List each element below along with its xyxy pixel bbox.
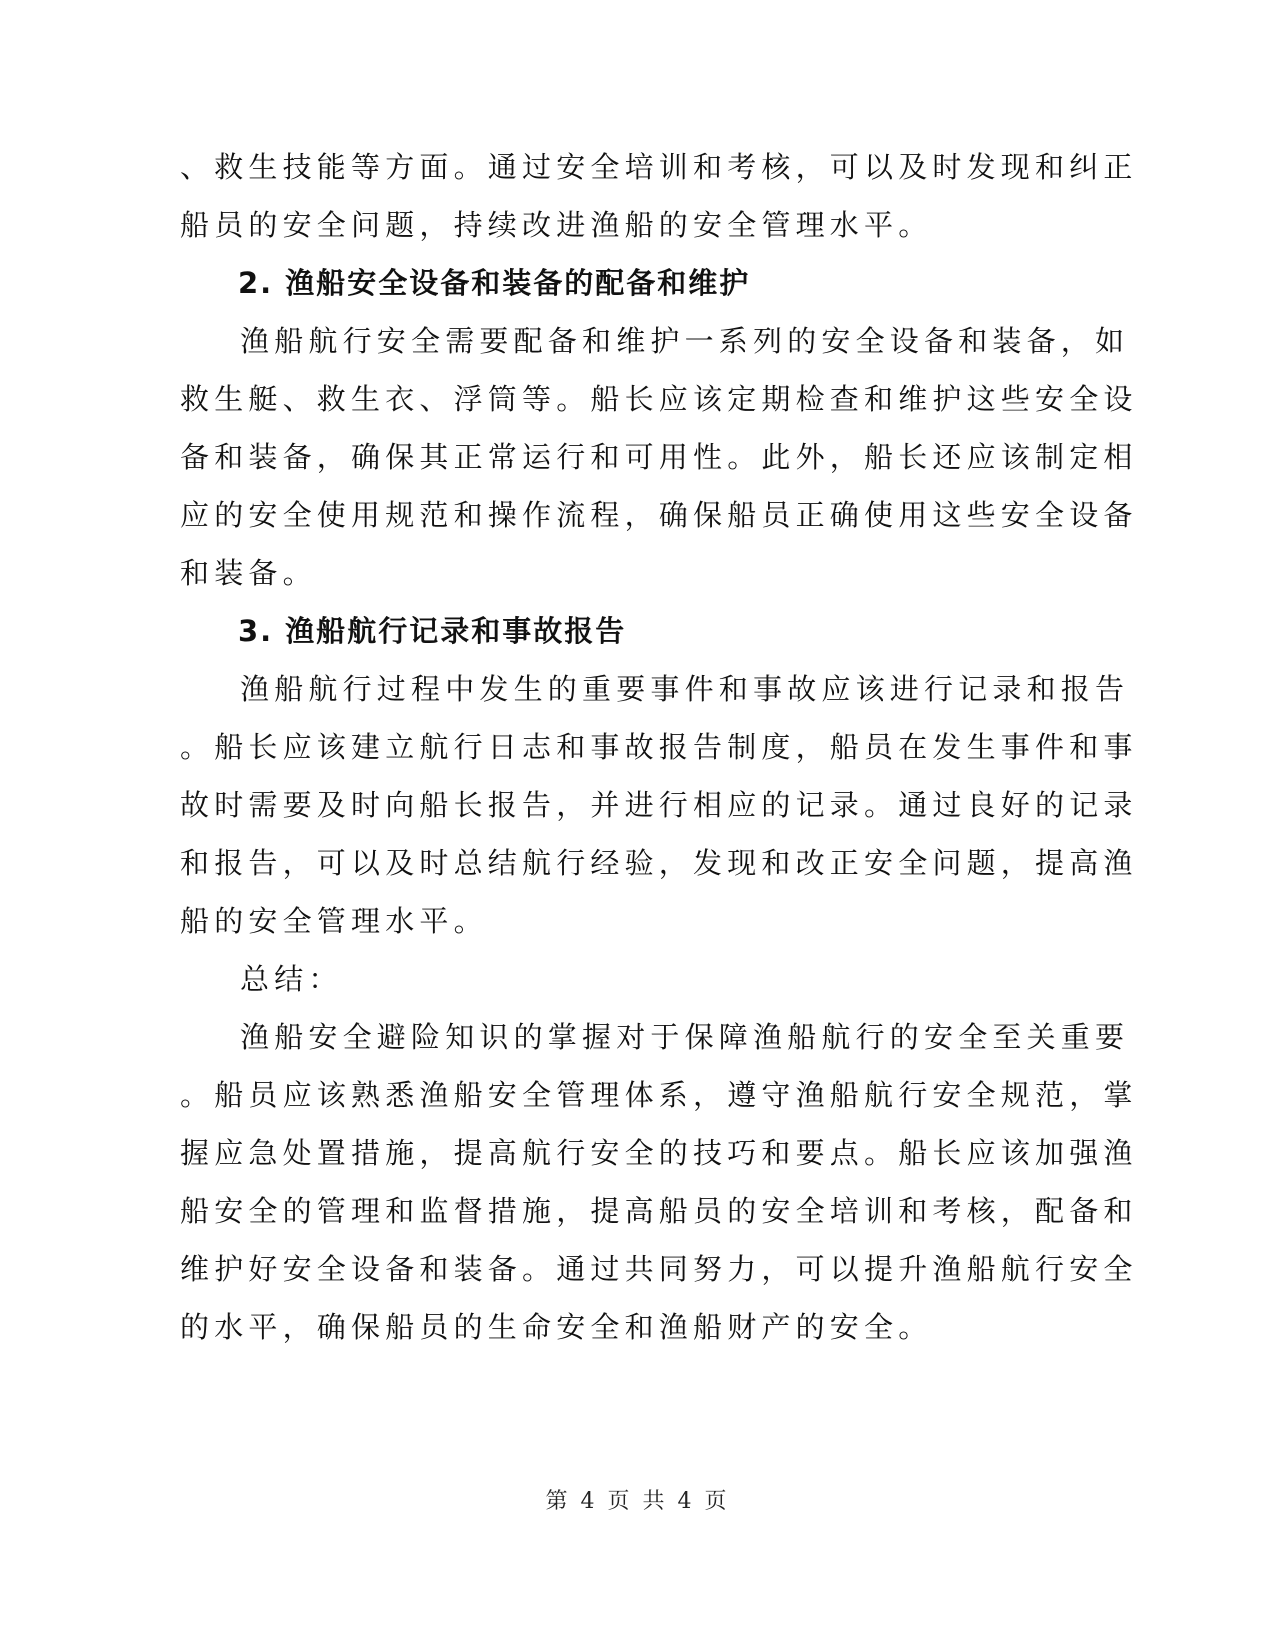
section-heading-3: 3. 渔船航行记录和事故报告 [238, 614, 627, 648]
paragraph-line: 维护好安全设备和装备。通过共同努力，可以提升渔船航行安全 [180, 1252, 1138, 1286]
paragraph-line: 备和装备，确保其正常运行和可用性。此外，船长还应该制定相 [180, 440, 1138, 474]
paragraph-line: 和装备。 [180, 556, 317, 590]
paragraph-line: 。船长应该建立航行日志和事故报告制度，船员在发生事件和事 [180, 730, 1138, 764]
paragraph-line: 渔船航行安全需要配备和维护一系列的安全设备和装备，如 [240, 324, 1130, 358]
paragraph-line: 应的安全使用规范和操作流程，确保船员正确使用这些安全设备 [180, 498, 1138, 532]
paragraph-line: 故时需要及时向船长报告，并进行相应的记录。通过良好的记录 [180, 788, 1138, 822]
paragraph-line: 、救生技能等方面。通过安全培训和考核，可以及时发现和纠正 [180, 150, 1138, 184]
paragraph-line: 救生艇、救生衣、浮筒等。船长应该定期检查和维护这些安全设 [180, 382, 1138, 416]
paragraph-line: 船员的安全问题，持续改进渔船的安全管理水平。 [180, 208, 933, 242]
paragraph-line: 船安全的管理和监督措施，提高船员的安全培训和考核，配备和 [180, 1194, 1138, 1228]
paragraph-line: 的水平，确保船员的生命安全和渔船财产的安全。 [180, 1310, 933, 1344]
paragraph-line: 。船员应该熟悉渔船安全管理体系，遵守渔船航行安全规范，掌 [180, 1078, 1138, 1112]
paragraph-line: 握应急处置措施，提高航行安全的技巧和要点。船长应该加强渔 [180, 1136, 1138, 1170]
section-heading-2: 2. 渔船安全设备和装备的配备和维护 [238, 266, 751, 300]
page-number-footer: 第 4 页 共 4 页 [545, 1489, 730, 1514]
paragraph-line: 船的安全管理水平。 [180, 904, 488, 938]
paragraph-line: 渔船安全避险知识的掌握对于保障渔船航行的安全至关重要 [240, 1020, 1130, 1054]
document-body [180, 138, 1138, 1356]
summary-label: 总结： [240, 962, 343, 996]
paragraph-line: 和报告，可以及时总结航行经验，发现和改正安全问题，提高渔 [180, 846, 1138, 880]
paragraph-line: 渔船航行过程中发生的重要事件和事故应该进行记录和报告 [240, 672, 1130, 706]
